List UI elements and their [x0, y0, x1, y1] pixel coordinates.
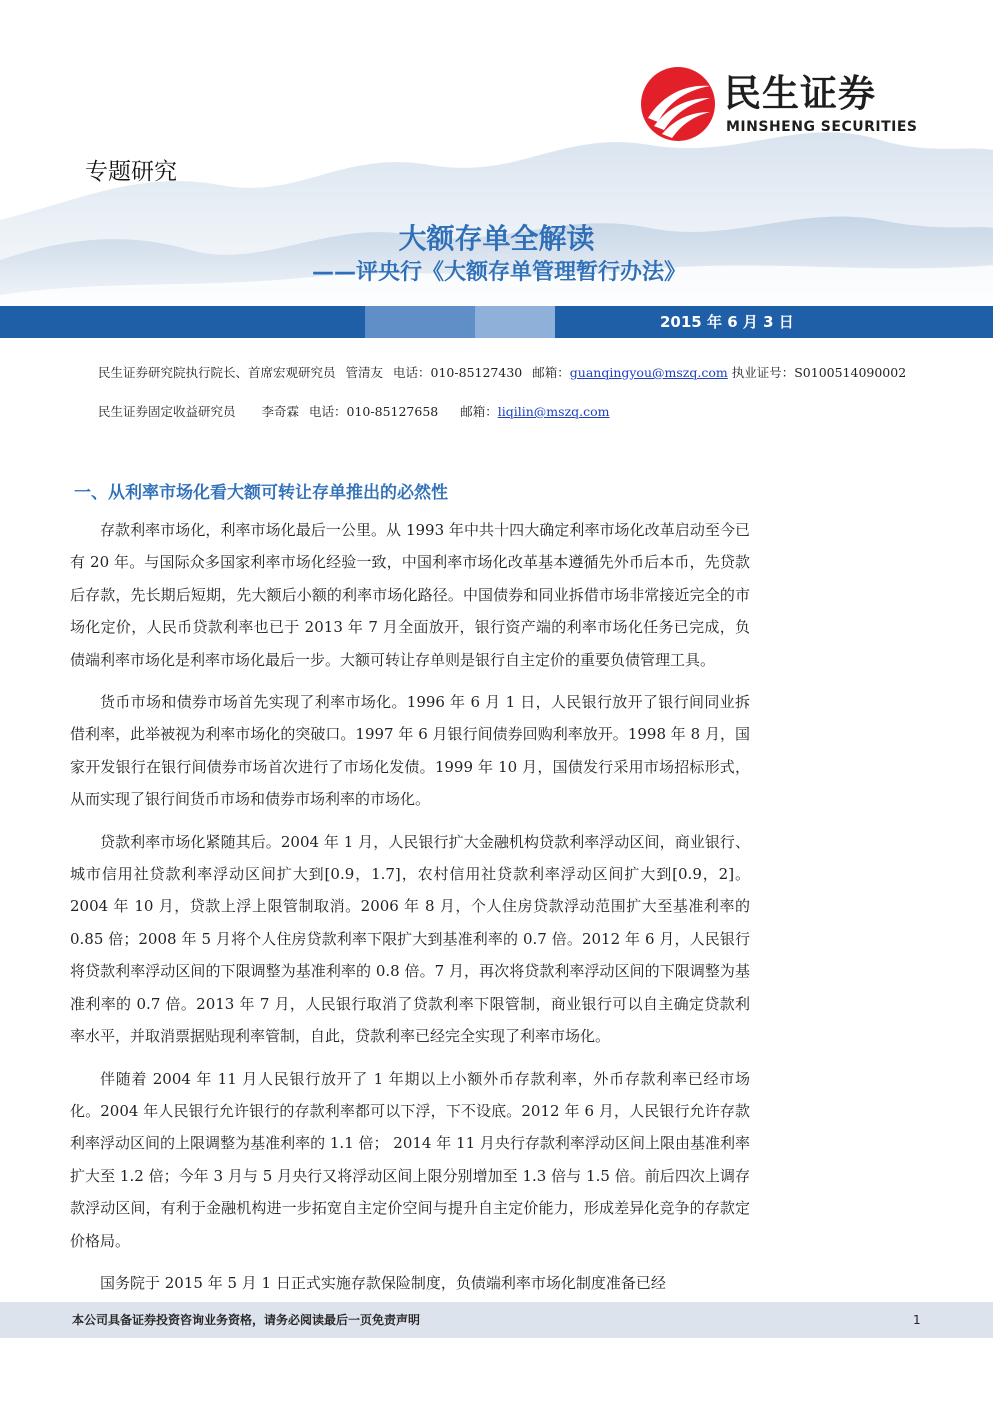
- author-row-2: [98, 403, 614, 421]
- author-role: 民生证券固定收益研究员: [98, 404, 236, 419]
- author-email-link[interactable]: guanqingyou@mszq.com: [569, 365, 728, 380]
- page-number: 1: [913, 1313, 921, 1327]
- author-email-link[interactable]: liqilin@mszq.com: [497, 404, 610, 419]
- report-title: 大额存单全解读: [398, 222, 595, 255]
- author-email-label: 邮箱：: [532, 365, 570, 380]
- paragraph: 货币市场和债券市场首先实现了利率市场化。1996 年 6 月 1 日，人民银行放开了银行间同业拆借利率，此举被视为利率市场化的突破口。1997 年 6 月银行间债券回购利率放开。1998 年 8 月，国家开发银行在银行间债券市场首次进行了市场化发债。1999 年 10 月，国债发行采用市场招标形式，从而实现了银行间货币市场和债券市场利率的市场化。: [70, 693, 750, 809]
- paragraph: 伴随着 2004 年 11 月人民银行放开了 1 年期以上小额外币存款利率，外币存款利率已经市场化。2004 年人民银行允许银行的存款利率都可以下浮，下不设底。2012 年 6 月，人民银行允许存款利率浮动区间的上限调整为基准利率的 1.1 倍； 2014 年 11 月央行存款利率浮动区间上限由基准利率扩大至 1.2 倍；今年 3 月与 5 月央行又将浮动区间上限分别增加至 1.3 倍与 1.5 倍。前后四次上调存款浮动区间，有利于金融机构进一步拓宽自主定价空间与提升自主定价能力，形成差异化竞争的存款定价格局。: [70, 1069, 750, 1250]
- brand-name-cn: 民生证券: [724, 72, 876, 115]
- mountain-landscape-background: [0, 110, 993, 330]
- author-license: 执业证号：S0100514090002: [731, 365, 907, 380]
- body-text: [70, 514, 750, 1309]
- author-email-label: 邮箱：: [460, 404, 498, 419]
- report-subtitle: ——评央行《大额存单管理暂行办法》: [312, 260, 687, 285]
- brand-name-en: MINSHENG SECURITIES: [726, 119, 918, 135]
- date-banner: [0, 306, 993, 338]
- author-phone: 电话：010-85127658: [309, 404, 439, 419]
- author-row-1: [98, 364, 916, 382]
- report-date: 2015 年 6 月 3 日: [660, 313, 794, 331]
- author-phone: 电话：010-85127430: [393, 365, 523, 380]
- paragraph: 国务院于 2015 年 5 月 1 日正式实施存款保险制度，负债端利率市场化制度准备已经: [100, 1273, 666, 1292]
- report-type-label: 专题研究: [85, 159, 177, 185]
- minsheng-logo-icon: [640, 66, 716, 142]
- section-heading: 一、从利率市场化看大额可转让存单推出的必然性: [74, 483, 448, 503]
- author-role: 民生证券研究院执行院长、首席宏观研究员: [98, 365, 336, 380]
- author-name: 管清友: [345, 365, 384, 380]
- footer-disclaimer: 本公司具备证券投资咨询业务资格，请务必阅读最后一页免责声明: [72, 1313, 421, 1327]
- paragraph: 贷款利率市场化紧随其后。2004 年 1 月，人民银行扩大金融机构贷款利率浮动区间，商业银行、城市信用社贷款利率浮动区间扩大到[0.9，1.7]，农村信用社贷款利率浮动区间扩大到[0.9，2]。2004 年 10 月，贷款上浮上限管制取消。2006 年 8 月，个人住房贷款浮动范围扩大至基准利率的 0.85 倍；2008 年 5 月将个人住房贷款利率下限扩大到基准利率的 0.7 倍。2012 年 6 月，人民银行将贷款利率浮动区间的下限调整为基准利率的 0.8 倍。7 月，再次将贷款利率浮动区间的下限调整为基准利率的 0.7 倍。2013 年 7 月，人民银行取消了贷款利率下限管制，商业银行可以自主确定贷款利率水平，并取消票据贴现利率管制，自此，贷款利率已经完全实现了利率市场化。: [70, 832, 750, 1046]
- author-name: 李奇霖: [261, 404, 300, 419]
- paragraph: 存款利率市场化，利率市场化最后一公里。从 1993 年中共十四大确定利率市场化改革启动至今已有 20 年。与国际众多国家利率市场化经验一致，中国利率市场化改革基本遵循先外币后本币，先贷款后存款，先长期后短期，先大额后小额的利率市场化路径。中国债券和同业拆借市场非常接近完全的市场化定价，人民币贷款利率也已于 2013 年 7 月全面放开，银行资产端的利率市场化任务已完成，负债端利率市场化是利率市场化最后一步。大额可转让存单则是银行自主定价的重要负债管理工具。: [70, 521, 750, 669]
